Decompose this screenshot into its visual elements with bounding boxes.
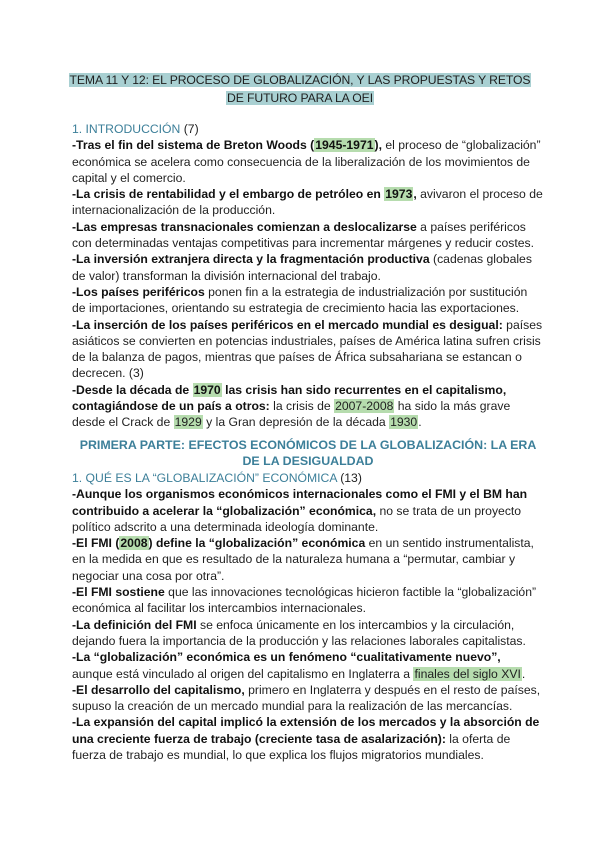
part-one-paragraph-2 [72,535,544,584]
body-text: la crisis de [269,399,335,414]
date-highlight: 1970 [193,382,221,397]
body-text: se enfoca únicamente en los intercambios y la circulación, dejando fuera la importancia de la producción y las relaciones laborales capitalistas. [72,617,526,648]
part-one-page-ref: (13) [340,471,362,485]
part-one-paragraph-6 [72,682,544,715]
bold-text: -La crisis de rentabilidad y el embargo de petróleo en [72,187,385,202]
bold-text: -Desde la década de [72,382,193,397]
date-highlight: finales del siglo XVI [414,666,521,681]
intro-paragraph-5 [72,284,544,317]
bold-text: -Las empresas transnacionales comienzan a deslocalizarse [72,219,417,234]
intro-heading-text: 1. INTRODUCCIÓN [72,122,181,136]
body-text: no se trata de un proyecto político adscrito a una determinada ideología dominante. [72,503,522,534]
body-text: (cadenas globales de valor) transforman la división internacional del trabajo. [72,252,532,283]
bold-text: -La inversión extranjera directa y la fragmentación productiva [72,252,430,267]
bold-text: -La expansión del capital implicó la extensión de los mercados y la absorción de una creciente fuerza de trabajo (creciente tasa de asalarización): [72,715,540,746]
part-one-paragraph-4 [72,617,544,650]
body-text: el proceso de “globalización” económica se acelera como consecuencia de la liberalización de los movimientos de capital y el comercio. [72,138,541,185]
part-one-section [72,470,544,763]
body-text: ponen fin a la estrategia de industrialización por sustitución de importaciones, orientando su estrategia de crecimiento hacia las exportaciones. [72,284,528,316]
intro-paragraph-6 [72,317,544,382]
intro-paragraph-3 [72,219,544,252]
body-text: y la Gran depresión de la década [202,415,390,430]
bold-text: -El FMI sostiene [72,585,165,600]
date-highlight: 1930 [390,415,418,430]
date-highlight: 2008 [120,536,148,551]
date-highlight: 2007-2008 [335,399,394,414]
bold-text: , [413,187,417,202]
part-one-heading-text: 1. QUÉ ES LA “GLOBALIZACIÓN” ECONÓMICA [72,471,337,485]
bold-text: -Los países periféricos [72,284,205,299]
intro-heading [72,121,544,137]
intro-paragraph-4 [72,251,544,284]
bold-text: -El FMI ( [72,536,120,551]
part-one-title: PRIMERA PARTE: EFECTOS ECONÓMICOS DE LA GLOBALIZACIÓN: LA ERA DE LA DESIGUALDAD [79,438,537,469]
part-one-paragraph-5 [72,649,544,682]
part-one-paragraph-3 [72,584,544,617]
body-text: la oferta de fuerza de trabajo es mundial, lo que explica los flujos migratorios mundiales. [72,731,511,763]
intro-paragraph-7 [72,382,544,431]
body-text: países asiáticos se convierten en potencias industriales, países de América latina sufren crisis de la balanza de pagos, mientras que países de África subsahariana se estancan o decrecen. (3) [72,317,543,381]
bold-text: -La “globalización” económica es un fenómeno “cualitativamente nuevo”, [72,650,501,665]
bold-text: las crisis han sido recurrentes en el capitalismo, contagiándose de un país a otros: [72,382,507,414]
bold-text: -Aunque los organismos económicos internacionales como el FMI y el BM han contribuido a acelerar la “globalización” económica, [72,487,528,518]
body-text: ha sido la más grave desde el Crack de [72,399,511,430]
part-one-paragraph-1 [72,486,544,535]
part-one-paragraph-7 [72,714,544,763]
body-text: en un sentido instrumentalista, en la medida en que es resultado de la naturaleza humana a “permutar, cambiar y negociar una cosa por otra”. [72,536,534,583]
body-text: a países periféricos con determinadas ventajas competitivas para incrementar márgenes y reducir costes. [72,219,534,251]
body-text: . [521,666,526,681]
intro-paragraph-2 [72,186,544,219]
bold-text: -La inserción de los países periféricos en el mercado mundial es desigual: [72,317,503,332]
date-highlight: 1945-1971 [315,138,374,153]
body-text: avivaron el proceso de internacionalización de la producción. [72,187,543,218]
bold-text: ) define la “globalización” económica [148,536,366,551]
bold-text: ), [374,138,382,153]
body-text: primero en Inglaterra y después en el resto de países, supuso la creación de un mercado mundial para la realización de las mercancías. [72,682,541,714]
intro-page-ref: (7) [183,122,199,136]
bold-text: -La definición del FMI [72,617,197,632]
introduction-section [72,121,544,431]
date-highlight: 1929 [174,415,202,430]
title-line-1: TEMA 11 Y 12: EL PROCESO DE GLOBALIZACIÓN, Y LAS PROPUESTAS Y RETOS [69,73,531,87]
body-text: que las innovaciones tecnológicas hicieron factible la “globalización” económica al facilitar los intercambios internacionales. [72,585,537,616]
body-text: aunque está vinculado al origen del capitalismo en Inglaterra a [72,666,414,681]
bold-text: -El desarrollo del capitalismo, [72,682,245,697]
intro-paragraph-1 [72,137,544,186]
body-text: . [418,415,422,430]
document-title [60,72,540,107]
date-highlight: 1973 [385,187,413,202]
bold-text: -Tras el fin del sistema de Breton Woods ( [72,138,315,153]
title-line-2: DE FUTURO PARA LA OEI [227,90,373,105]
part-one-heading [72,470,544,486]
